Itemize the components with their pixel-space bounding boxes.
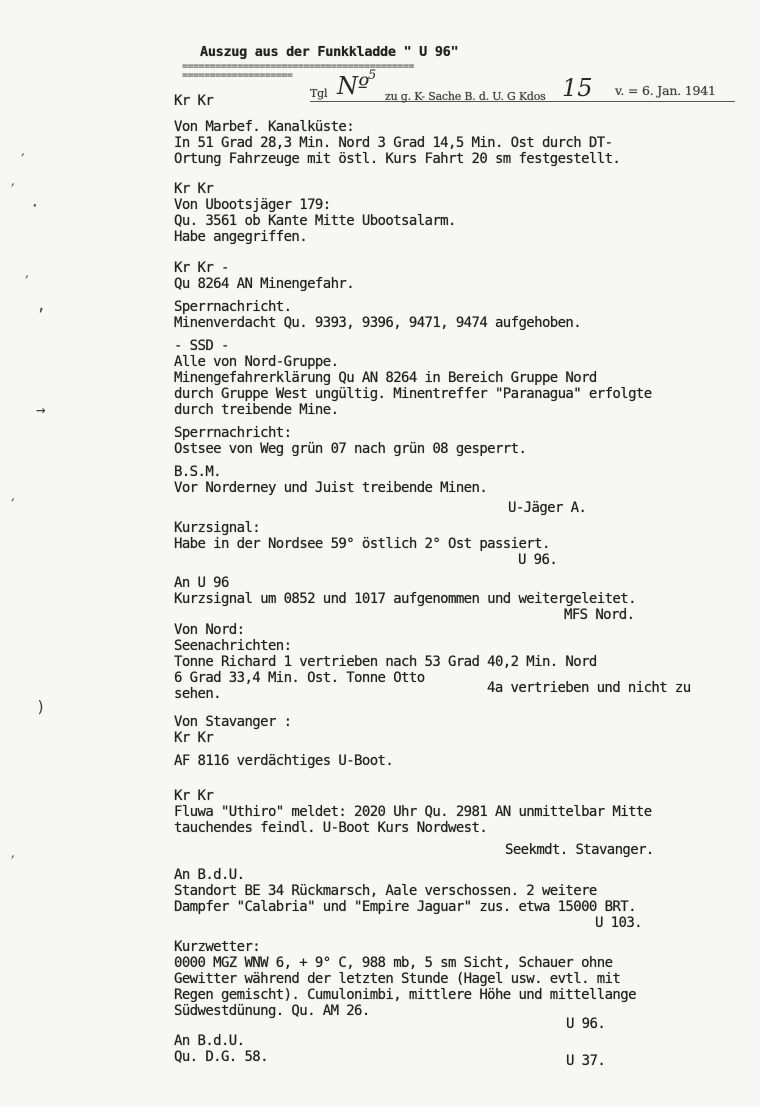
text-line: durch Gruppe West ungültig. Minentreffer "Paranagua" erfolgte: [174, 386, 652, 402]
text-line: Kr Kr: [174, 788, 214, 804]
text-line: U-Jäger A.: [508, 500, 587, 516]
margin-mark: ʼ: [36, 305, 46, 324]
title-underline: ==========================================: [182, 62, 414, 72]
text-line: Ortung Fahrzeuge mit östl. Kurs Fahrt 20 sm festgestellt.: [174, 151, 621, 167]
stamp-handwritten-number: Nº: [337, 72, 370, 100]
text-line: An B.d.U.: [174, 867, 245, 883]
text-line: U 37.: [566, 1053, 606, 1069]
text-line: Qu 8264 AN Minengefahr.: [174, 276, 355, 292]
margin-mark: ′: [18, 150, 28, 169]
text-line: Kurzsignal:: [174, 520, 261, 536]
text-line: An B.d.U.: [174, 1033, 245, 1049]
margin-mark: →: [36, 400, 46, 419]
text-line: AF 8116 verdächtiges U-Boot.: [174, 753, 394, 769]
text-line: Kr Kr -: [174, 260, 229, 276]
text-line: Kurzwetter:: [174, 939, 261, 955]
text-line: Ostsee von Weg grün 07 nach grün 08 gesperrt.: [174, 441, 527, 457]
margin-mark: ′: [8, 852, 18, 871]
text-line: Sperrnachricht:: [174, 425, 292, 441]
text-line: durch treibende Mine.: [174, 402, 339, 418]
text-line: U 103.: [595, 915, 642, 931]
text-line: An U 96: [174, 575, 229, 591]
text-line: 0000 MGZ WNW 6, + 9° C, 988 mb, 5 sm Sicht, Schauer ohne: [174, 955, 613, 971]
text-line: Sperrnachricht.: [174, 299, 292, 315]
text-line: 4a vertrieben und nicht zu: [487, 680, 691, 696]
text-line: Von Stavanger :: [174, 714, 292, 730]
text-line: In 51 Grad 28,3 Min. Nord 3 Grad 14,5 Min. Ost durch DT-: [174, 135, 613, 151]
margin-mark: ′: [8, 180, 18, 199]
text-line: Von Nord:: [174, 622, 245, 638]
text-line: U 96.: [566, 1016, 606, 1032]
margin-mark: ): [36, 697, 46, 716]
text-line: Minenverdacht Qu. 9393, 9396, 9471, 9474 aufgehoben.: [174, 315, 582, 331]
text-line: Kr Kr: [174, 730, 214, 746]
text-line: Seekmdt. Stavanger.: [505, 842, 654, 858]
text-line: Minengefahrerklärung Qu AN 8264 in Bereich Gruppe Nord: [174, 370, 597, 386]
text-line: Seenachrichten:: [174, 638, 292, 654]
text-line: Von Ubootsjäger 179:: [174, 197, 331, 213]
stamp-tgl: Tgl: [310, 87, 328, 100]
text-line: B.S.M.: [174, 464, 221, 480]
text-line: Kr Kr: [174, 93, 214, 109]
text-line: Vor Norderney und Juist treibende Minen.: [174, 480, 488, 496]
text-line: Kr Kr: [174, 181, 214, 197]
document-title: Auszug aus der Funkkladde " U 96": [200, 44, 459, 60]
stamp-date: v. = 6. Jan. 1941: [615, 83, 716, 98]
text-line: Qu. D.G. 58.: [174, 1049, 268, 1065]
text-line: U 96.: [518, 552, 558, 568]
stamp-reference: zu g. K- Sache B. d. U. G Kdos: [385, 90, 546, 103]
text-line: Qu. 3561 ob Kante Mitte Ubootsalarm.: [174, 213, 456, 229]
text-line: Tonne Richard 1 vertrieben nach 53 Grad 40,2 Min. Nord: [174, 654, 597, 670]
text-line: Von Marbef. Kanalküste:: [174, 119, 355, 135]
text-line: Standort BE 34 Rückmarsch, Aale verschossen. 2 weitere: [174, 883, 597, 899]
text-line: Habe angegriffen.: [174, 229, 308, 245]
text-line: Fluwa "Uthiro" meldet: 2020 Uhr Qu. 2981 AN unmittelbar Mitte: [174, 804, 652, 820]
stamp-superscript: 5: [368, 68, 377, 83]
text-line: 6 Grad 33,4 Min. Ost. Tonne Otto: [174, 670, 425, 686]
text-line: MFS Nord.: [564, 607, 635, 623]
margin-mark: ·: [30, 196, 40, 215]
margin-mark: ′: [22, 272, 32, 291]
text-line: sehen.: [174, 686, 221, 702]
text-line: Gewitter während der letzten Stunde (Hagel usw. evtl. mit: [174, 971, 621, 987]
text-line: Alle von Nord-Gruppe.: [174, 354, 339, 370]
text-line: Habe in der Nordsee 59° östlich 2° Ost passiert.: [174, 536, 550, 552]
text-line: Dampfer "Calabria" und "Empire Jaguar" zus. etwa 15000 BRT.: [174, 899, 636, 915]
text-line: Regen gemischt). Cumulonimbi, mittlere Höhe und mittellange: [174, 987, 636, 1003]
text-line: tauchendes feindl. U-Boot Kurs Nordwest.: [174, 820, 488, 836]
title-underline-short: ====================: [182, 71, 293, 81]
text-line: Kurzsignal um 0852 und 1017 aufgenommen und weitergeleitet.: [174, 591, 636, 607]
margin-mark: ′: [8, 495, 18, 514]
text-line: - SSD -: [174, 338, 229, 354]
text-line: Südwestdünung. Qu. AM 26.: [174, 1003, 370, 1019]
stamp-handwritten-count: 15: [562, 74, 593, 102]
